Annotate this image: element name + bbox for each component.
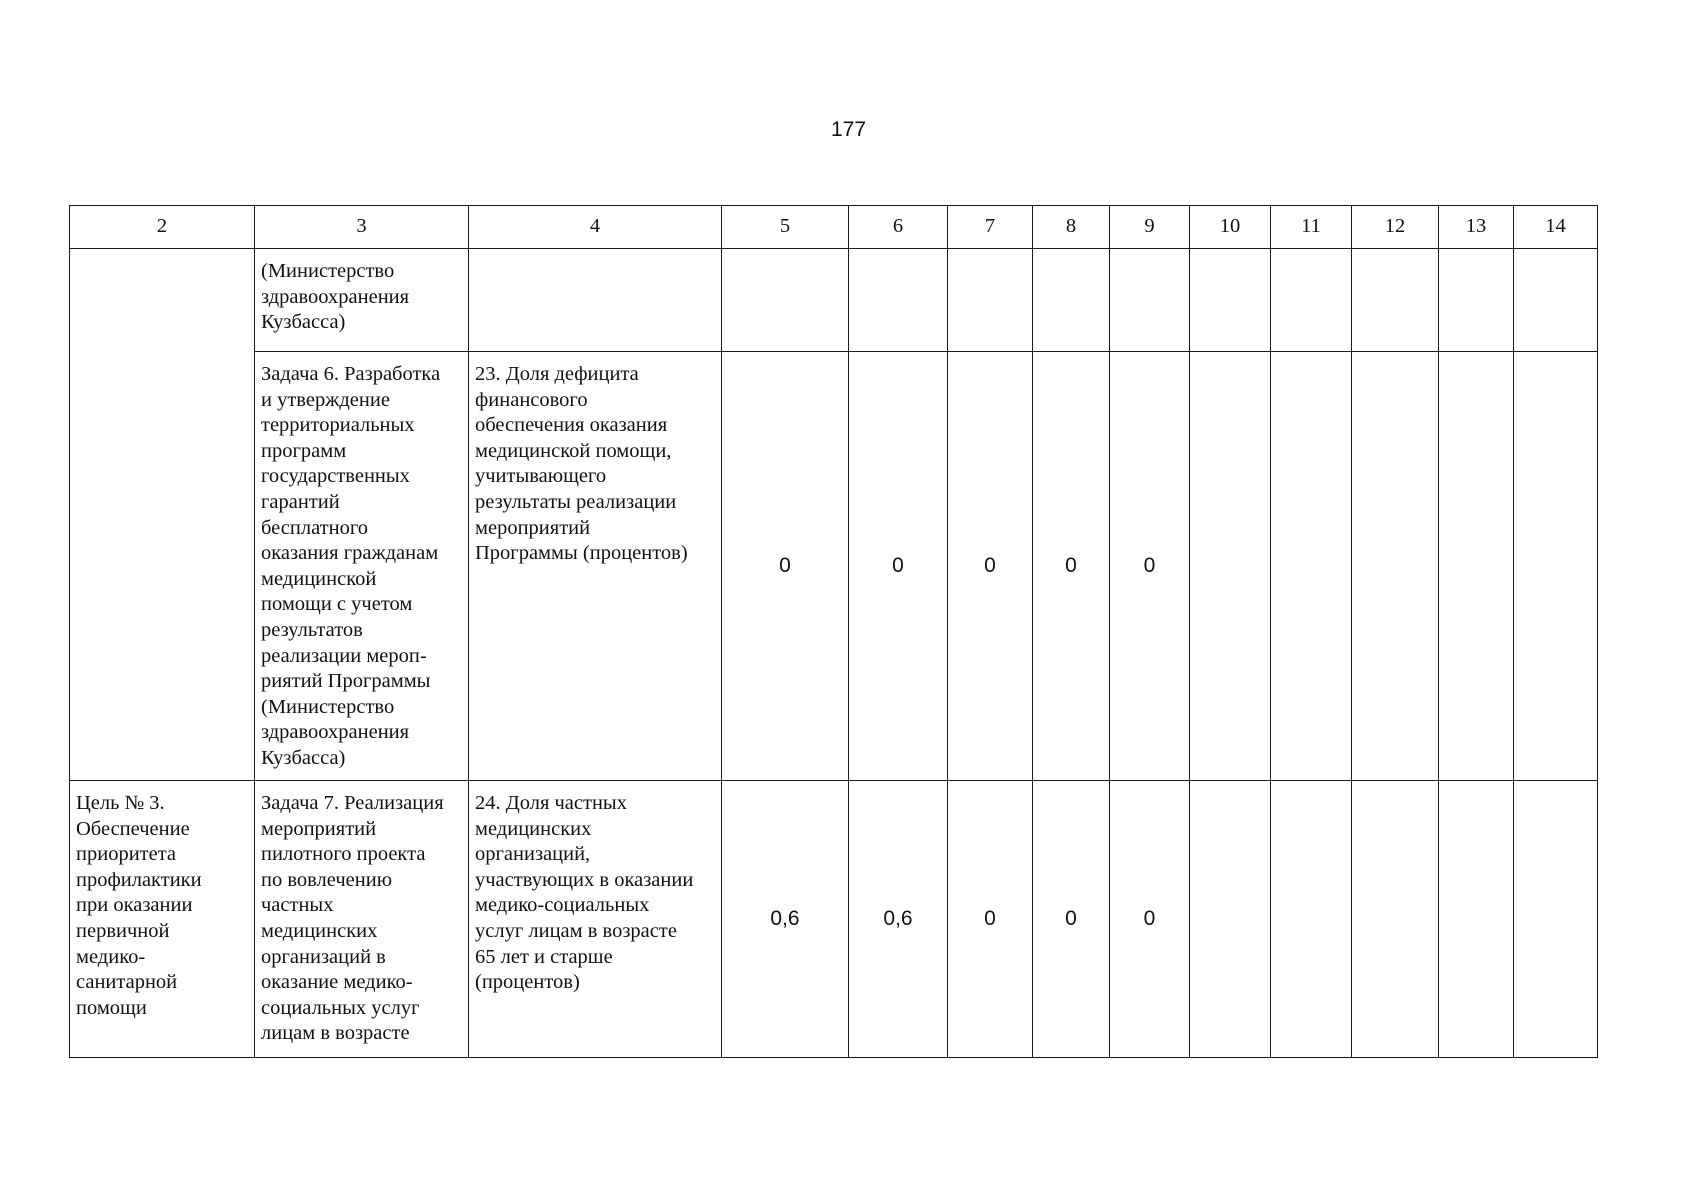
column-header: 2 (70, 206, 255, 249)
table-row (70, 249, 1598, 352)
column-header: 5 (722, 206, 849, 249)
value-cell (1190, 781, 1271, 1058)
value-cell: 0 (1033, 352, 1110, 781)
value-cell (1514, 352, 1598, 781)
task-cell: Задача 6. Разработка и утверждение территориальных программ государственных гарантий бесплатного оказания гражданам медицинской помощи с учетом результатов реализации мероп- риятий Программы (Министерство здравоохранения Кузбасса) (255, 352, 469, 781)
value-cell (1033, 249, 1110, 352)
table-row (70, 781, 1598, 1058)
column-header: 13 (1439, 206, 1514, 249)
indicator-cell: 24. Доля частных медицинских организаций, участвующих в оказании медико-социальных услуг лицам в возрасте 65 лет и старше (процентов) (469, 781, 722, 1058)
value-cell: 0 (1110, 352, 1190, 781)
value-cell (1110, 249, 1190, 352)
value-cell (1352, 249, 1439, 352)
column-header: 8 (1033, 206, 1110, 249)
value-cell (948, 249, 1033, 352)
value-cell: 0,6 (849, 781, 948, 1058)
value-cell (1271, 781, 1352, 1058)
indicator-cell (469, 249, 722, 352)
value-cell (1439, 249, 1514, 352)
value-cell (1439, 352, 1514, 781)
page-number: 177 (830, 118, 867, 141)
column-header: 12 (1352, 206, 1439, 249)
task-cell: Задача 7. Реализация мероприятий пилотного проекта по вовлечению частных медицинских организаций в оказание медико- социальных услуг лицам в возрасте (255, 781, 469, 1058)
column-header: 10 (1190, 206, 1271, 249)
value-cell (1190, 352, 1271, 781)
column-header: 11 (1271, 206, 1352, 249)
value-cell (1352, 352, 1439, 781)
indicator-cell: 23. Доля дефицита финансового обеспечения оказания медицинской помощи, учитывающего результаты реализации мероприятий Программы (процентов) (469, 352, 722, 781)
value-cell (849, 249, 948, 352)
value-cell (1439, 781, 1514, 1058)
column-header: 4 (469, 206, 722, 249)
task-cell: (Министерство здравоохранения Кузбасса) (255, 249, 469, 352)
value-cell: 0 (1033, 781, 1110, 1058)
value-cell (1514, 781, 1598, 1058)
value-cell: 0 (849, 352, 948, 781)
value-cell (722, 249, 849, 352)
value-cell: 0 (948, 781, 1033, 1058)
column-header: 14 (1514, 206, 1598, 249)
goal-cell (70, 249, 255, 781)
value-cell (1352, 781, 1439, 1058)
value-cell (1271, 249, 1352, 352)
value-cell (1514, 249, 1598, 352)
indicators-table (69, 205, 1598, 1058)
table-header-row (70, 206, 1598, 249)
column-header: 6 (849, 206, 948, 249)
column-header: 9 (1110, 206, 1190, 249)
column-header: 3 (255, 206, 469, 249)
value-cell: 0 (722, 352, 849, 781)
value-cell: 0 (1110, 781, 1190, 1058)
goal-cell: Цель № 3. Обеспечение приоритета профилактики при оказании первичной медико- санитарной помощи (70, 781, 255, 1058)
value-cell (1190, 249, 1271, 352)
value-cell: 0 (948, 352, 1033, 781)
table-row (70, 352, 1598, 781)
value-cell (1271, 352, 1352, 781)
column-header: 7 (948, 206, 1033, 249)
value-cell: 0,6 (722, 781, 849, 1058)
